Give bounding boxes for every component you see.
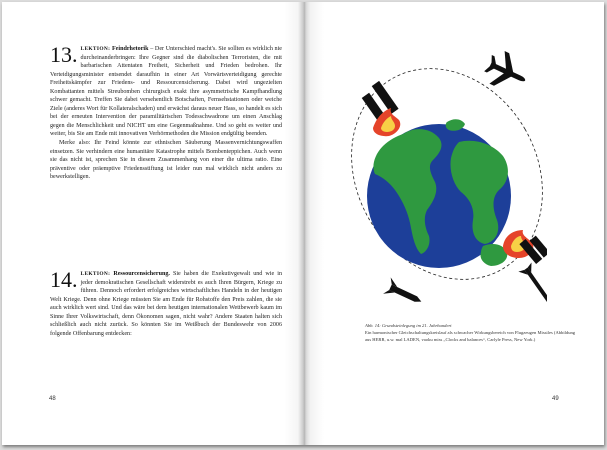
book-spread [2, 2, 604, 445]
globe-illustration [347, 46, 547, 316]
lesson-number: 13. [50, 42, 78, 67]
book-gutter [284, 2, 324, 445]
lesson-label: LEKTION: [80, 271, 111, 277]
figure-caption [365, 322, 579, 343]
lesson-label: LEKTION: [80, 46, 111, 52]
lesson-body: Sie haben die Exekutivgewalt und wie in jeder demokratischen Gesellschaft widerstrebt es auch Ihren Bürgern, Kriege zu führen. Dennoch erfordert erfolgreiches wirtschaftliches Handeln in der heutigen Welt Kriege. Denn ohne Kriege müssten Sie am Ende für Rohstoffe den Preis zahlen, die sie auch wirklich wert sind. Und das wäre bei dem heutigen internationalen Wettbewerb kaum im Sinne Ihrer Volkswirtschaft, denn Ökonomen sagen, nicht wahr? Andere Staaten halten sich schließlich auch nicht zurück. So könnten Sie im Weißbuch der Bundeswehr von 2006 folgende Offenbarung entdecken: [50, 271, 282, 337]
right-page [303, 2, 604, 445]
caption-label: Abb. 14: Grundsteinlegung im 21. Jahrhundert [365, 323, 452, 328]
lesson-14 [50, 267, 282, 338]
missile-icon [383, 277, 425, 309]
lesson-body: – Der Unterschied macht's. Sie sollten es wirklich nie durcheinanderbringen: Ihre Gegner sind die diabolischen Terroristen, die mit barbarischen Attentaten Freiheit, Sicherheit und Frieden bedrohen. Ihr Verteidigungsminister entsendet daraufhin in einer Art Vorwärtsverteidigung gerechte Freiheitskämpfer zur Friedens- und Ressourcensicherung. Dabei wird ungezielten Kombattanten mittels Streubomben chirurgisch exakt ihre asymmetrische Kampfhandlung schwer gemacht. Treffen Sie dabei versehentlich Botschaften, Fernsehstationen oder weiche Ziele (anderes Wort für Kollateralschaden) und erwächst daraus neuer Hass, so handelt es sich bei der erneuten Intervention der paramilitärischen Todesschwadrone um einen Anschlag gegen die Menschlichkeit und NICHT um eine Gegenmaßnahme. Und so geht es weiter und weiter, bis Sie am Ende mit innovativen Verhörmethoden die Mission endgültig beenden. [50, 46, 282, 138]
page-number-right: 49 [552, 396, 559, 402]
left-page [2, 2, 302, 445]
lesson-13 [50, 42, 282, 182]
globe-icon [367, 119, 511, 268]
lesson-title: Feindrhetorik [111, 46, 149, 52]
lesson-paragraph-2: Merke also: Ihr Feind könnte zur ethnischen Säuberung Massenvernichtungswaffen einsetzen. Sie verhindern eine humanitäre Katastrophe mittels Bombenteppichen. Auch wenn sie das nicht ist, sprechen Sie in diesem Zusammenhang von einer die ultima ratio. Eine präventive oder präemptive Friedensstiftung ist leider nun mal wirklich nicht anders zu bewerkstelligen. [50, 140, 282, 181]
page-number-left: 48 [49, 396, 56, 402]
airplane-icon [480, 47, 532, 97]
lesson-paragraph [50, 267, 282, 338]
caption-text: Ein harmonischer Gleichschaltungskreislauf als schwacher Wirkungsbereich von Flugzeugen Missiles (Abbildung aus HERR, u.w. mal LADEN, vaoku miss „Clocks and balances“, Carlyle Press, New York.) [365, 330, 576, 342]
missile-icon [518, 262, 547, 316]
lesson-number: 14. [50, 267, 78, 292]
lesson-paragraph [50, 42, 282, 139]
lesson-title: Ressourcensicherung. [113, 271, 170, 277]
